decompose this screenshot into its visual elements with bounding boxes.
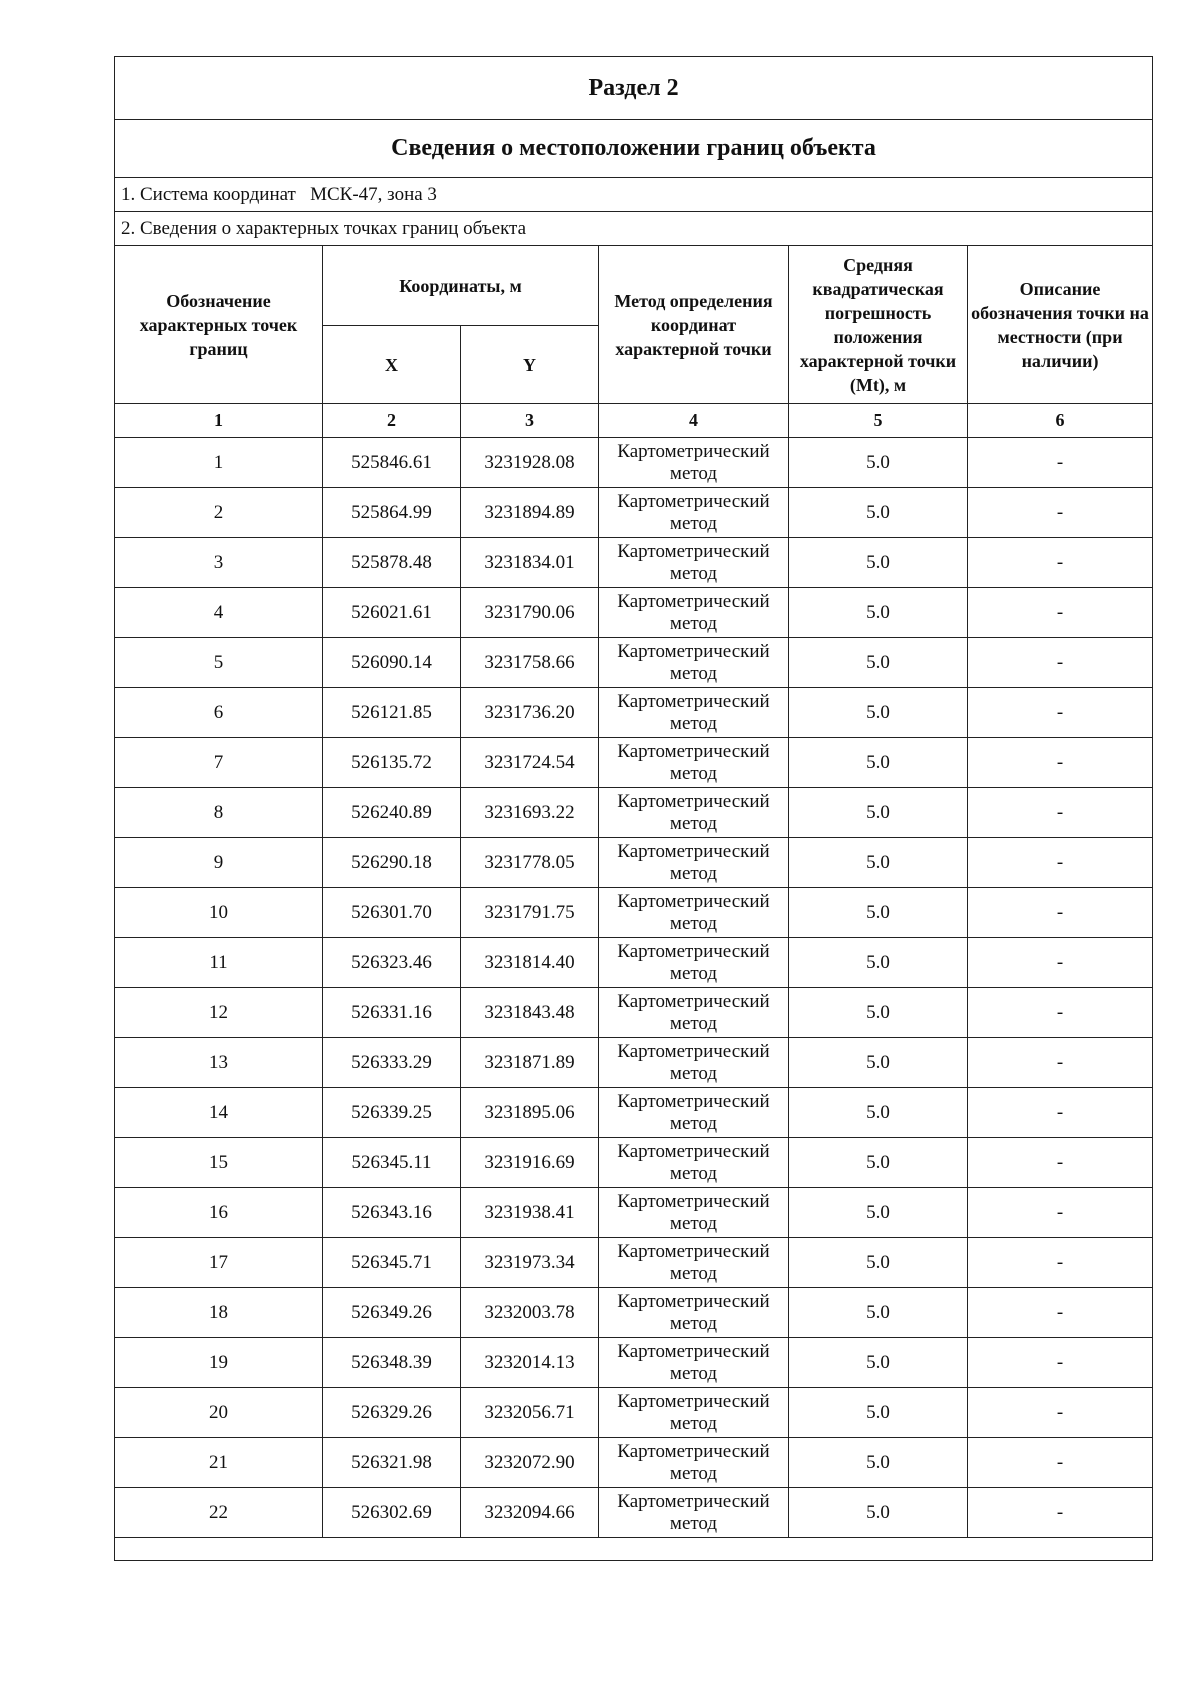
table-row <box>115 938 1153 988</box>
description-cell: - <box>968 1138 1153 1188</box>
x-coordinate-cell: 526333.29 <box>323 1038 461 1088</box>
description-cell: - <box>968 938 1153 988</box>
method-cell: Картометрический метод <box>599 438 789 488</box>
error-cell: 5.0 <box>789 1188 968 1238</box>
point-number-cell: 3 <box>115 538 323 588</box>
description-cell: - <box>968 1038 1153 1088</box>
x-coordinate-cell: 525864.99 <box>323 488 461 538</box>
method-cell: Картометрический метод <box>599 938 789 988</box>
description-cell: - <box>968 1438 1153 1488</box>
point-number-cell: 22 <box>115 1488 323 1538</box>
table-row <box>115 838 1153 888</box>
method-cell: Картометрический метод <box>599 1188 789 1238</box>
error-cell: 5.0 <box>789 688 968 738</box>
x-coordinate-cell: 526321.98 <box>323 1438 461 1488</box>
document-sheet <box>114 56 1152 1561</box>
description-cell: - <box>968 888 1153 938</box>
method-cell: Картометрический метод <box>599 1488 789 1538</box>
table-row <box>115 1388 1153 1438</box>
point-number-cell: 12 <box>115 988 323 1038</box>
method-cell: Картометрический метод <box>599 538 789 588</box>
table-row <box>115 588 1153 638</box>
point-number-cell: 21 <box>115 1438 323 1488</box>
x-coordinate-cell: 525846.61 <box>323 438 461 488</box>
method-cell: Картометрический метод <box>599 1238 789 1288</box>
table-footer-cell <box>115 1538 1153 1561</box>
header-method: Метод определения координат характерной точки <box>599 246 789 404</box>
table-row <box>115 988 1153 1038</box>
coordinate-system-label: 1. Система координат <box>121 183 296 205</box>
description-cell: - <box>968 1288 1153 1338</box>
method-cell: Картометрический метод <box>599 1438 789 1488</box>
description-cell: - <box>968 438 1153 488</box>
point-number-cell: 4 <box>115 588 323 638</box>
error-cell: 5.0 <box>789 1038 968 1088</box>
x-coordinate-cell: 526345.71 <box>323 1238 461 1288</box>
error-cell: 5.0 <box>789 1138 968 1188</box>
header-coordinates: Координаты, м <box>323 246 599 326</box>
method-cell: Картометрический метод <box>599 638 789 688</box>
method-cell: Картометрический метод <box>599 788 789 838</box>
table-row <box>115 1438 1153 1488</box>
column-number: 6 <box>968 404 1153 438</box>
table-row <box>115 1488 1153 1538</box>
y-coordinate-cell: 3231693.22 <box>461 788 599 838</box>
y-coordinate-cell: 3231758.66 <box>461 638 599 688</box>
y-coordinate-cell: 3231928.08 <box>461 438 599 488</box>
x-coordinate-cell: 526290.18 <box>323 838 461 888</box>
y-coordinate-cell: 3231736.20 <box>461 688 599 738</box>
table-footer-row <box>115 1538 1153 1561</box>
table-row <box>115 538 1153 588</box>
description-cell: - <box>968 638 1153 688</box>
point-number-cell: 15 <box>115 1138 323 1188</box>
x-coordinate-cell: 526348.39 <box>323 1338 461 1388</box>
description-cell: - <box>968 1388 1153 1438</box>
error-cell: 5.0 <box>789 838 968 888</box>
description-cell: - <box>968 988 1153 1038</box>
y-coordinate-cell: 3231778.05 <box>461 838 599 888</box>
point-number-cell: 18 <box>115 1288 323 1338</box>
description-cell: - <box>968 1188 1153 1238</box>
point-number-cell: 11 <box>115 938 323 988</box>
error-cell: 5.0 <box>789 988 968 1038</box>
header-x: X <box>323 326 461 404</box>
x-coordinate-cell: 526345.11 <box>323 1138 461 1188</box>
point-number-cell: 9 <box>115 838 323 888</box>
y-coordinate-cell: 3231916.69 <box>461 1138 599 1188</box>
table-row <box>115 738 1153 788</box>
points-caption: 2. Сведения о характерных точках границ объекта <box>115 212 1153 246</box>
y-coordinate-cell: 3231814.40 <box>461 938 599 988</box>
column-number: 1 <box>115 404 323 438</box>
error-cell: 5.0 <box>789 738 968 788</box>
y-coordinate-cell: 3231973.34 <box>461 1238 599 1288</box>
coordinate-system-line <box>115 178 1153 212</box>
point-number-cell: 7 <box>115 738 323 788</box>
point-number-cell: 16 <box>115 1188 323 1238</box>
boundary-points-table <box>114 56 1153 1561</box>
method-cell: Картометрический метод <box>599 738 789 788</box>
y-coordinate-cell: 3232056.71 <box>461 1388 599 1438</box>
method-cell: Картометрический метод <box>599 1288 789 1338</box>
y-coordinate-cell: 3231790.06 <box>461 588 599 638</box>
method-cell: Картометрический метод <box>599 1038 789 1088</box>
x-coordinate-cell: 526021.61 <box>323 588 461 638</box>
method-cell: Картометрический метод <box>599 1138 789 1188</box>
description-cell: - <box>968 538 1153 588</box>
method-cell: Картометрический метод <box>599 988 789 1038</box>
column-number: 4 <box>599 404 789 438</box>
error-cell: 5.0 <box>789 1488 968 1538</box>
point-number-cell: 6 <box>115 688 323 738</box>
description-cell: - <box>968 1238 1153 1288</box>
method-cell: Картометрический метод <box>599 1088 789 1138</box>
error-cell: 5.0 <box>789 1338 968 1388</box>
method-cell: Картометрический метод <box>599 1388 789 1438</box>
method-cell: Картометрический метод <box>599 888 789 938</box>
error-cell: 5.0 <box>789 538 968 588</box>
table-row <box>115 1338 1153 1388</box>
description-cell: - <box>968 588 1153 638</box>
column-number: 2 <box>323 404 461 438</box>
y-coordinate-cell: 3231894.89 <box>461 488 599 538</box>
description-cell: - <box>968 788 1153 838</box>
table-row <box>115 638 1153 688</box>
y-coordinate-cell: 3232094.66 <box>461 1488 599 1538</box>
error-cell: 5.0 <box>789 1088 968 1138</box>
point-number-cell: 13 <box>115 1038 323 1088</box>
point-number-cell: 14 <box>115 1088 323 1138</box>
y-coordinate-cell: 3231938.41 <box>461 1188 599 1238</box>
description-cell: - <box>968 1488 1153 1538</box>
error-cell: 5.0 <box>789 1388 968 1438</box>
x-coordinate-cell: 526331.16 <box>323 988 461 1038</box>
point-number-cell: 10 <box>115 888 323 938</box>
coordinate-system-value: МСК-47, зона 3 <box>310 183 437 205</box>
x-coordinate-cell: 526301.70 <box>323 888 461 938</box>
table-row <box>115 1188 1153 1238</box>
y-coordinate-cell: 3231724.54 <box>461 738 599 788</box>
table-row <box>115 438 1153 488</box>
table-row <box>115 1038 1153 1088</box>
x-coordinate-cell: 526302.69 <box>323 1488 461 1538</box>
header-description: Описание обозначения точки на местности (при наличии) <box>968 246 1153 404</box>
description-cell: - <box>968 838 1153 888</box>
y-coordinate-cell: 3231834.01 <box>461 538 599 588</box>
point-number-cell: 17 <box>115 1238 323 1288</box>
error-cell: 5.0 <box>789 588 968 638</box>
x-coordinate-cell: 526349.26 <box>323 1288 461 1338</box>
y-coordinate-cell: 3232072.90 <box>461 1438 599 1488</box>
method-cell: Картометрический метод <box>599 1338 789 1388</box>
table-row <box>115 1288 1153 1338</box>
y-coordinate-cell: 3231843.48 <box>461 988 599 1038</box>
section-subtitle: Сведения о местоположении границ объекта <box>115 120 1153 178</box>
x-coordinate-cell: 526135.72 <box>323 738 461 788</box>
description-cell: - <box>968 738 1153 788</box>
error-cell: 5.0 <box>789 888 968 938</box>
table-row <box>115 788 1153 838</box>
point-number-cell: 2 <box>115 488 323 538</box>
method-cell: Картометрический метод <box>599 838 789 888</box>
point-number-cell: 1 <box>115 438 323 488</box>
x-coordinate-cell: 526329.26 <box>323 1388 461 1438</box>
table-row <box>115 888 1153 938</box>
method-cell: Картометрический метод <box>599 488 789 538</box>
error-cell: 5.0 <box>789 788 968 838</box>
section-title: Раздел 2 <box>115 57 1153 120</box>
error-cell: 5.0 <box>789 1238 968 1288</box>
x-coordinate-cell: 526323.46 <box>323 938 461 988</box>
y-coordinate-cell: 3231791.75 <box>461 888 599 938</box>
x-coordinate-cell: 526240.89 <box>323 788 461 838</box>
x-coordinate-cell: 526343.16 <box>323 1188 461 1238</box>
table-row <box>115 688 1153 738</box>
method-cell: Картометрический метод <box>599 688 789 738</box>
table-row <box>115 1238 1153 1288</box>
table-row <box>115 1138 1153 1188</box>
x-coordinate-cell: 526121.85 <box>323 688 461 738</box>
y-coordinate-cell: 3232003.78 <box>461 1288 599 1338</box>
error-cell: 5.0 <box>789 1288 968 1338</box>
x-coordinate-cell: 526090.14 <box>323 638 461 688</box>
point-number-cell: 20 <box>115 1388 323 1438</box>
x-coordinate-cell: 525878.48 <box>323 538 461 588</box>
point-number-cell: 19 <box>115 1338 323 1388</box>
error-cell: 5.0 <box>789 1438 968 1488</box>
method-cell: Картометрический метод <box>599 588 789 638</box>
error-cell: 5.0 <box>789 438 968 488</box>
error-cell: 5.0 <box>789 638 968 688</box>
description-cell: - <box>968 1088 1153 1138</box>
description-cell: - <box>968 488 1153 538</box>
x-coordinate-cell: 526339.25 <box>323 1088 461 1138</box>
column-numbers-row <box>115 404 1153 438</box>
table-row <box>115 1088 1153 1138</box>
header-y: Y <box>461 326 599 404</box>
table-row <box>115 488 1153 538</box>
description-cell: - <box>968 688 1153 738</box>
point-number-cell: 8 <box>115 788 323 838</box>
y-coordinate-cell: 3231895.06 <box>461 1088 599 1138</box>
description-cell: - <box>968 1338 1153 1388</box>
column-number: 3 <box>461 404 599 438</box>
column-number: 5 <box>789 404 968 438</box>
point-number-cell: 5 <box>115 638 323 688</box>
y-coordinate-cell: 3231871.89 <box>461 1038 599 1088</box>
error-cell: 5.0 <box>789 938 968 988</box>
header-point-designation: Обозначение характерных точек границ <box>115 246 323 404</box>
error-cell: 5.0 <box>789 488 968 538</box>
y-coordinate-cell: 3232014.13 <box>461 1338 599 1388</box>
header-error: Средняя квадратическая погрешность положения характерной точки (Mt), м <box>789 246 968 404</box>
